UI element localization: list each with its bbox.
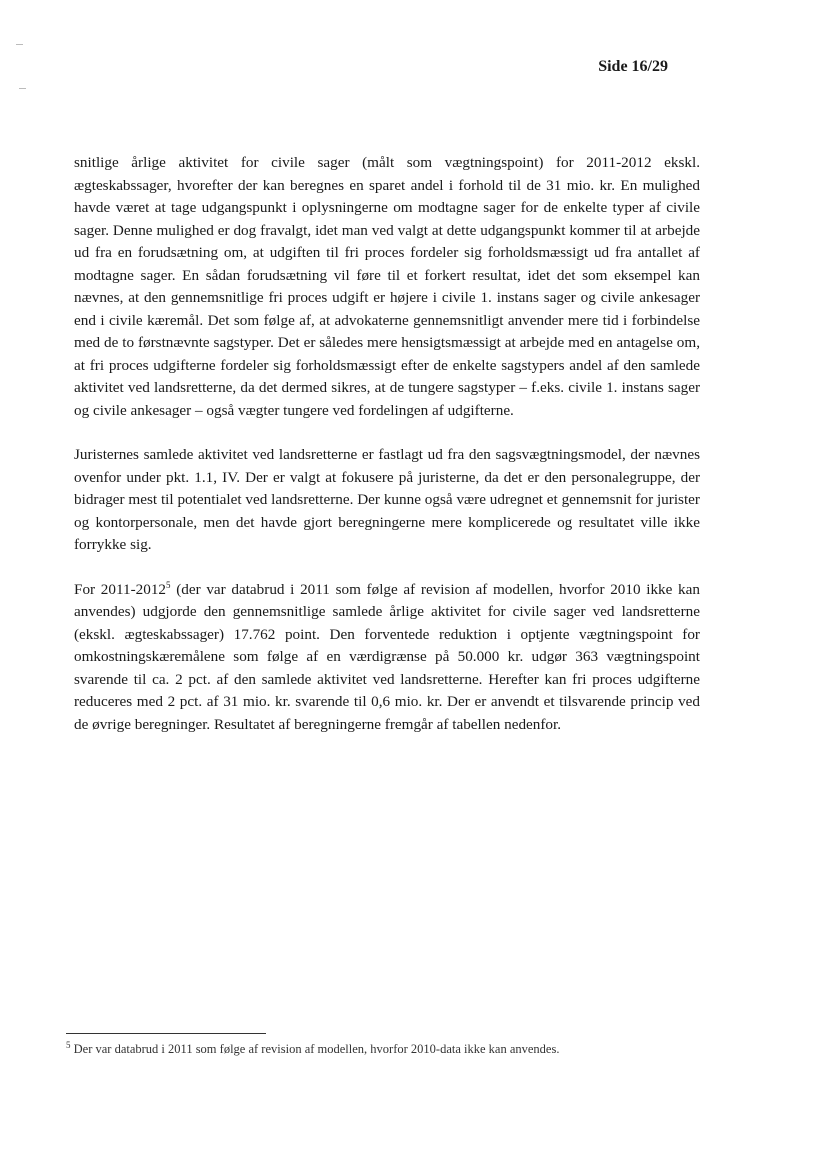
footnote-text: Der var databrud i 2011 som følge af revision af modellen, hvorfor 2010-data ikke kan anvendes. (73, 1042, 560, 1056)
body-text (74, 152, 700, 758)
paragraph-3 (74, 579, 700, 737)
page-number: Side 16/29 (598, 58, 668, 75)
footnote-divider (66, 1033, 266, 1034)
paragraph-3-start: For 2011-2012 (74, 580, 167, 598)
paragraph-3-rest: (der var databrud i 2011 som følge af revision af modellen, hvorfor 2010 ikke kan anvendes) udgjorde den gennemsnitlige samlede årlige aktivitet for civile sager ved landsretterne (ekskl. ægteskabssager) 17.762 point. Den forventede reduktion i optjente vægtningspoint for omkostningskæremålene som følge af en værdigrænse på 50.000 kr. udgør 363 vægtningspoint svarende til ca. 2 pct. af den samlede aktivitet ved landsretterne. Herefter kan fri proces udgifterne reduceres med 2 pct. af 31 mio. kr. svarende til 0,6 mio. kr. Der er anvendt et tilsvarende princip ved de øvrige beregninger. Resultatet af beregningerne fremgår af tabellen nedenfor. (74, 580, 700, 733)
paragraph-2: Juristernes samlede aktivitet ved landsretterne er fastlagt ud fra den sagsvægtningsmodel, der nævnes ovenfor under pkt. 1.1, IV. Der er valgt at fokusere på juristerne, da det er den personalegruppe, der bidrager mest til potentialet ved landsretterne. Der kunne også være udregnet et gennemsnit for jurister og kontorpersonale, men det havde gjort beregningerne mere komplicerede og resultatet ville ikke forrykke sig. (74, 446, 700, 553)
footnote-reference: 5 (166, 579, 171, 590)
footnote (66, 1040, 706, 1058)
scan-artifact (19, 88, 26, 89)
scan-artifact (16, 44, 23, 45)
paragraph-1: snitlige årlige aktivitet for civile sager (målt som vægtningspoint) for 2011-2012 ekskl. ægteskabssager, hvorefter der kan beregnes en sparet andel i forhold til de 31 mio. kr. En mulighed havde været at tage udgangspunkt i oplysningerne om modtagne sager for de enkelte typer af civile sager. Denne mulighed er dog fravalgt, idet man ved valgt at dette udgangspunkt kommer til at arbejde ud fra en forudsætning om, at udgiften til fri proces fordeler sig forholdsmæssigt ud fra antallet af modtagne sager. En sådan forudsætning vil føre til et forkert resultat, idet det som eksempel kan nævnes, at den gennemsnitlige fri proces udgift er højere i civile 1. instans sager og civile ankesager end i civile kæremål. Det som følge af, at advokaterne gennemsnitligt anvender mere tid i forbindelse med de to førstnævnte sagstyper. Det er således mere hensigtsmæssigt at arbejde med en antagelse om, at fri proces udgifterne fordeler sig forholdsmæssigt efter de enkelte sagstypers andel af den samlede aktivitet ved landsretterne, da det dermed sikres, at de tungere sagstyper – f.eks. civile 1. instans sager og civile ankesager – også vægter tungere ved fordelingen af udgifterne. (74, 154, 700, 419)
footnote-number: 5 (66, 1039, 71, 1050)
